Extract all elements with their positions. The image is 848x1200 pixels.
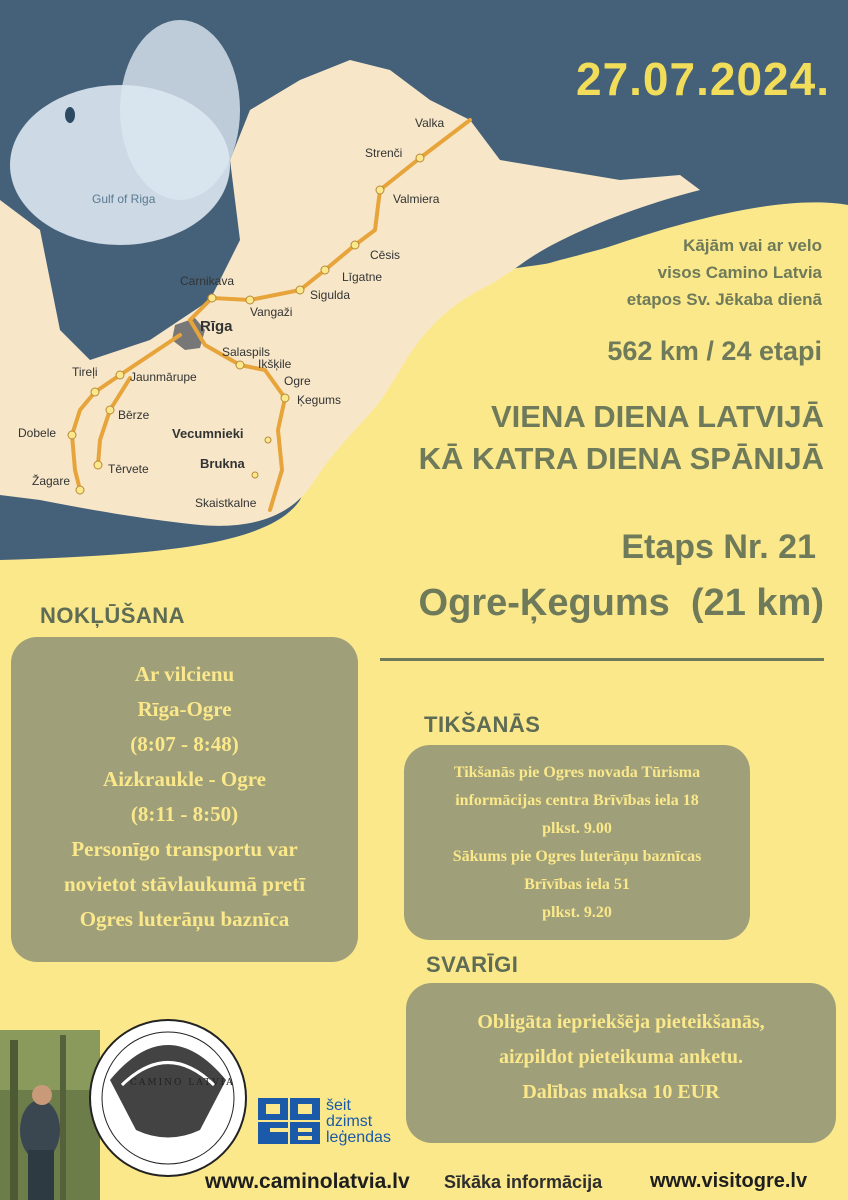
ogre-slogan: šeit dzimst leģendas bbox=[326, 1097, 391, 1146]
transport-heading: NOKĻŪŠANA bbox=[40, 603, 186, 628]
city-berze: Bērze bbox=[118, 408, 150, 422]
visitogre-website-link[interactable]: www.visitogre.lv bbox=[650, 1170, 808, 1192]
city-skaistkalne: Skaistkalne bbox=[195, 496, 257, 510]
headline: VIENA DIENA LATVIJĀ KĀ KATRA DIENA SPĀNIJĀ bbox=[418, 399, 824, 476]
city-ogre: Ogre bbox=[284, 374, 311, 388]
city-cesis: Cēsis bbox=[370, 248, 401, 262]
important-heading: SVARĪGI bbox=[426, 952, 519, 977]
city-strenci: Strenči bbox=[365, 146, 403, 160]
camino-logo bbox=[90, 1020, 246, 1176]
divider bbox=[380, 658, 824, 661]
distance-summary: 562 km / 24 etapi bbox=[607, 336, 822, 366]
city-jaunmarupe: Jaunmārupe bbox=[130, 370, 197, 384]
meeting-box: Tikšanās pie Ogres novada Tūrisma informācijas centra Brīvības iela 18 plkst. 9.00 Sākums pie Ogres luterāņu baznīcas Brīvības iela 51 plkst. 9.20 bbox=[404, 745, 750, 940]
more-info-label: Sīkāka informācija bbox=[444, 1172, 603, 1192]
city-sigulda: Sigulda bbox=[310, 288, 351, 302]
camino-logo-text: CAMINO LATVIA bbox=[130, 1078, 235, 1088]
city-vangazi: Vangaži bbox=[250, 305, 293, 319]
city-carnikava: Carnikava bbox=[180, 274, 235, 288]
stage-number: Etaps Nr. 21 bbox=[621, 528, 816, 566]
city-valka: Valka bbox=[415, 116, 445, 130]
city-zagare: Žagare bbox=[32, 474, 71, 488]
event-date: 27.07.2024. bbox=[575, 53, 830, 105]
city-riga: Rīga bbox=[200, 318, 233, 335]
stage-name: Ogre-Ķegums (21 km) bbox=[418, 582, 824, 624]
city-salaspils: Salaspils bbox=[222, 345, 271, 359]
city-brukna: Brukna bbox=[200, 456, 245, 471]
camino-website-link[interactable]: www.caminolatvia.lv bbox=[205, 1170, 410, 1193]
city-kegums: Ķegums bbox=[297, 393, 342, 407]
city-valmiera: Valmiera bbox=[393, 192, 440, 206]
transport-box: Ar vilcienu Rīga-Ogre (8:07 - 8:48) Aizkraukle - Ogre (8:11 - 8:50) Personīgo transportu var novietot stāvlaukumā pretī Ogres luterāņu baznīca bbox=[11, 637, 358, 962]
city-ikskile: Ikšķile bbox=[258, 357, 292, 371]
city-vecumnieki: Vecumnieki bbox=[172, 426, 244, 441]
meeting-heading: TIKŠANĀS bbox=[424, 712, 541, 737]
sea-label: Gulf of Riga bbox=[92, 192, 156, 206]
city-ligatne: Līgatne bbox=[342, 270, 383, 284]
tagline: Kājām vai ar velo visos Camino Latvia etapos Sv. Jēkaba dienā bbox=[626, 236, 822, 309]
city-tervete: Tērvete bbox=[108, 462, 149, 476]
city-dobele: Dobele bbox=[18, 426, 57, 440]
important-box: Obligāta iepriekšēja pieteikšanās, aizpildot pieteikuma anketu. Dalības maksa 10 EUR bbox=[406, 983, 836, 1143]
city-tireli: Tireļi bbox=[72, 365, 98, 379]
hiker-photo bbox=[0, 1030, 100, 1200]
